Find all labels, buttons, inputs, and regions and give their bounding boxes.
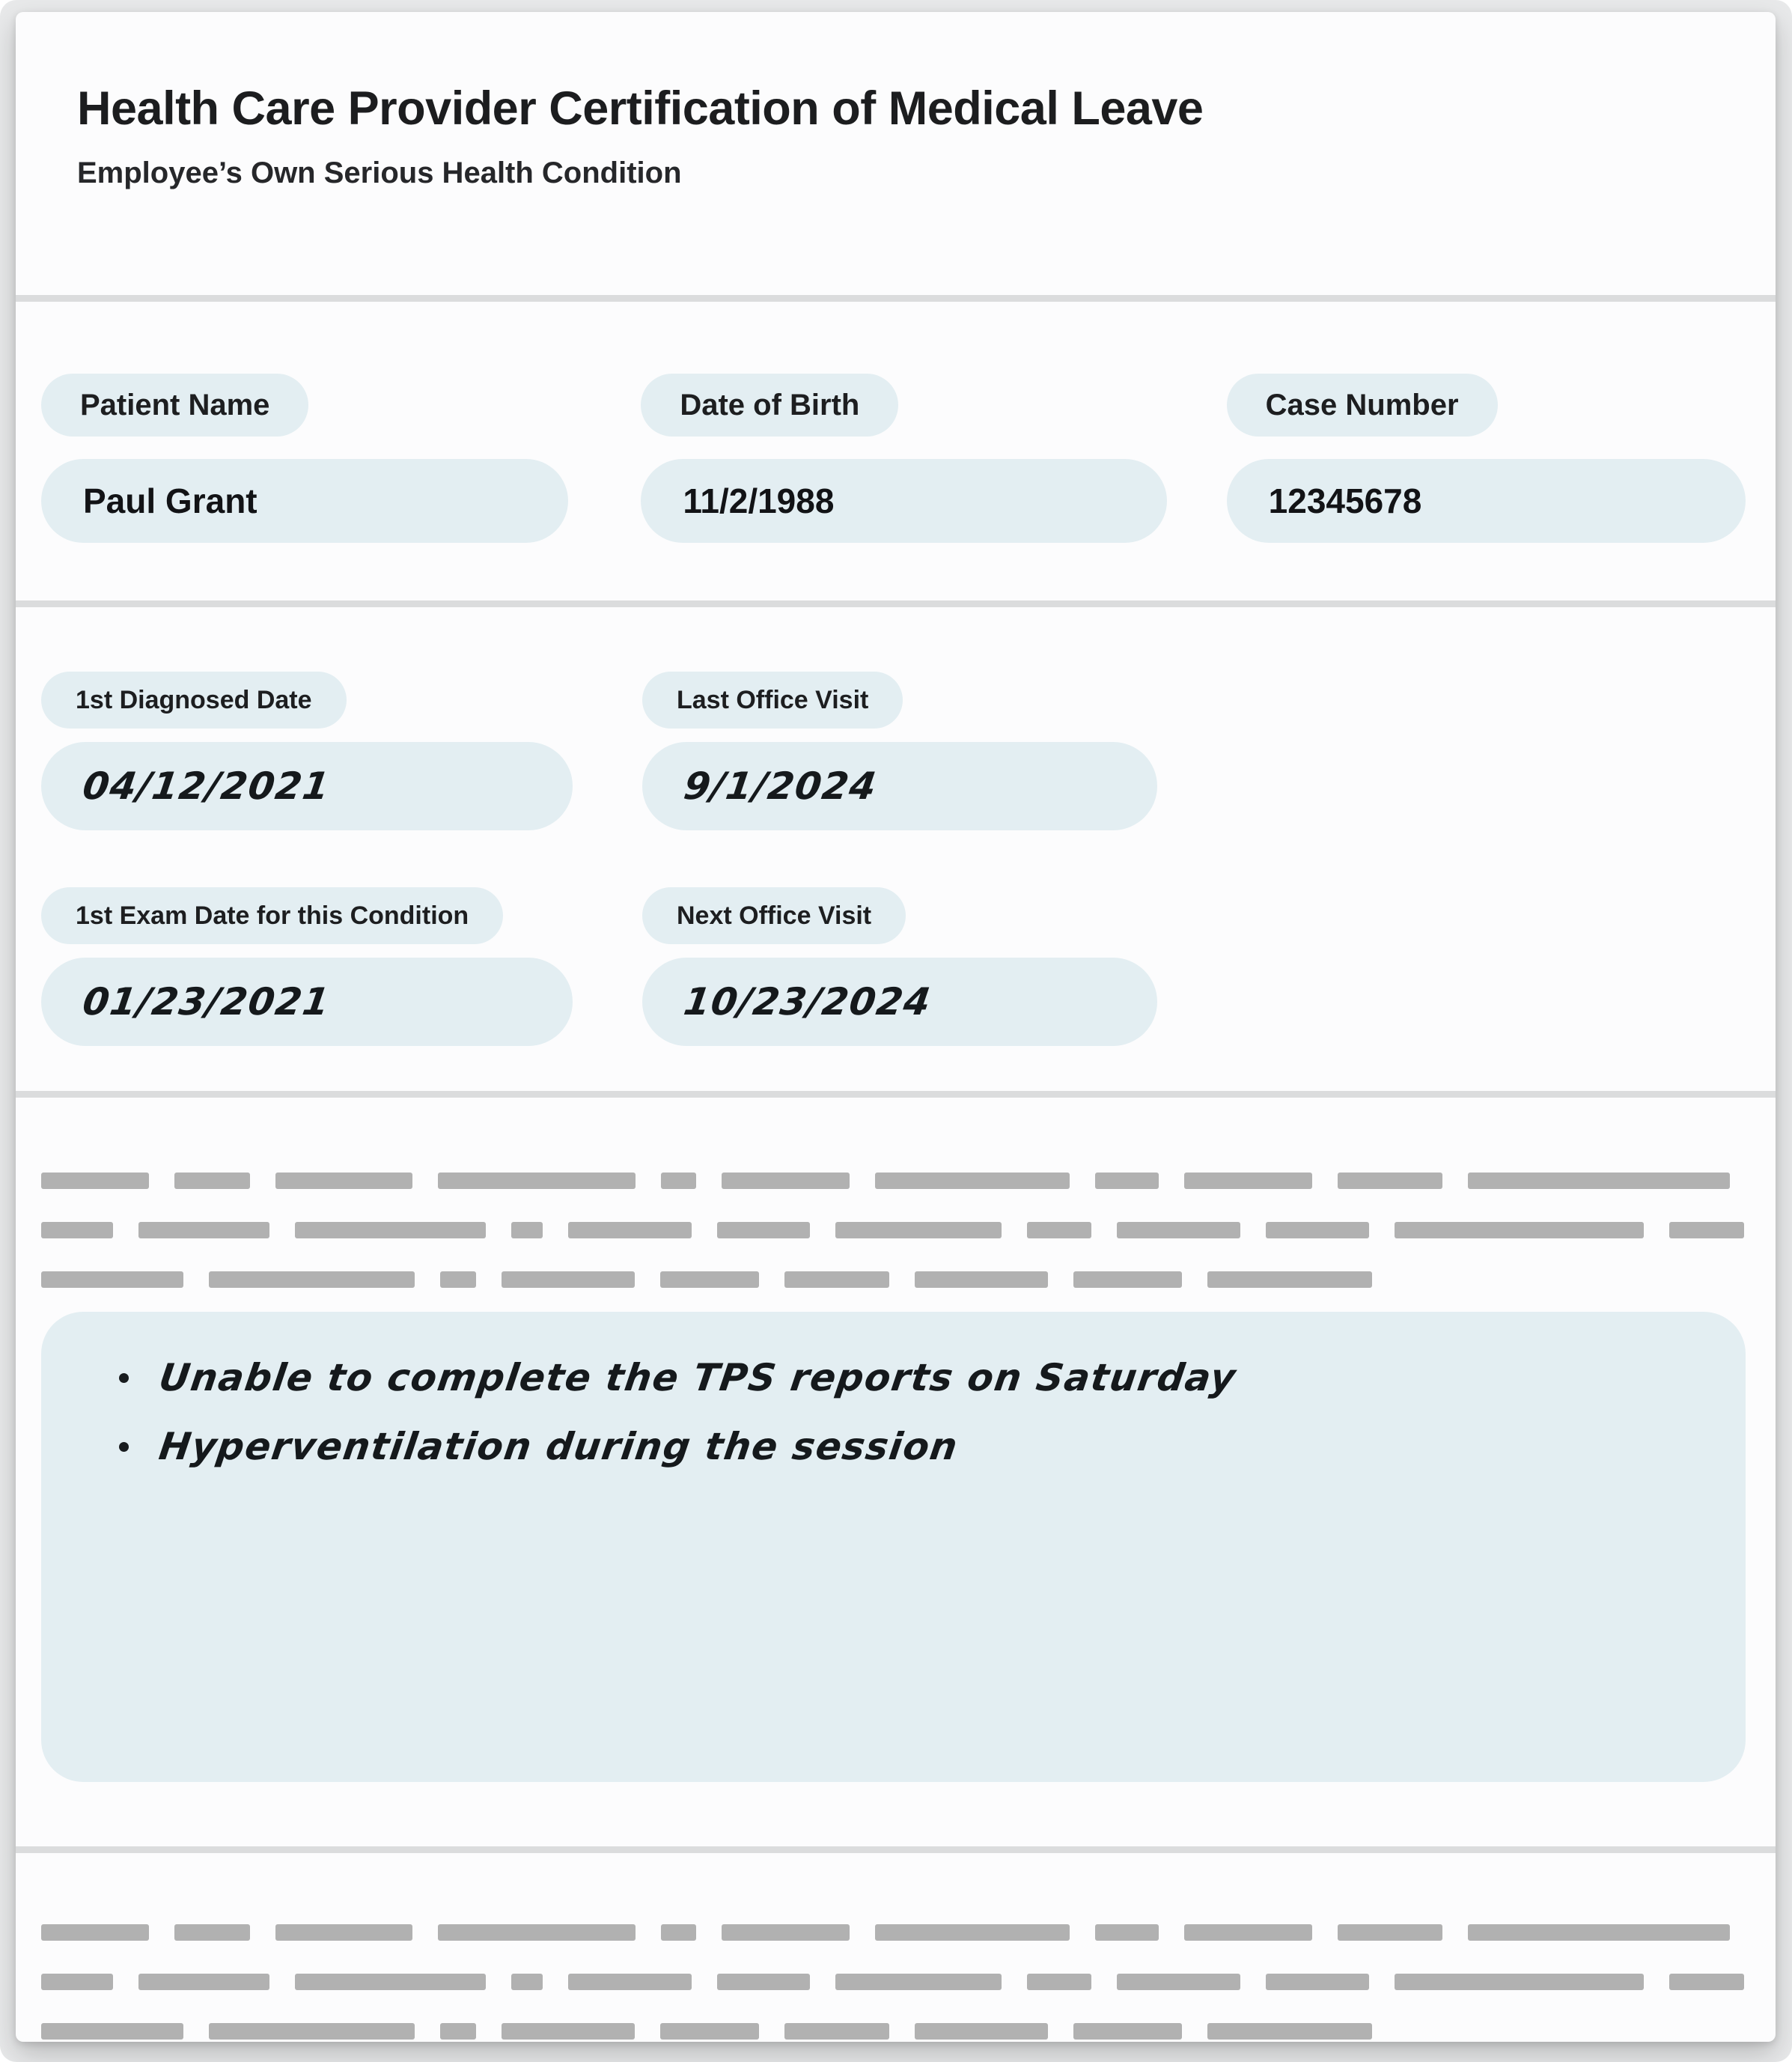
redacted-text-bar [1207, 2023, 1372, 2040]
redacted-text-bar [1073, 2023, 1182, 2040]
redacted-text-bar [209, 2023, 415, 2040]
condition-description-section [16, 1098, 1776, 1846]
date-fields-row [41, 672, 1746, 830]
field-value[interactable] [41, 958, 573, 1046]
redacted-text-bar [784, 1271, 889, 1288]
redacted-text-bar [1184, 1173, 1312, 1189]
redacted-text-row [41, 1974, 1746, 1990]
visit-dates-section [16, 607, 1776, 1091]
redacted-text-row [41, 1173, 1746, 1189]
redacted-text-bar [722, 1924, 850, 1941]
redacted-text-row [41, 1222, 1746, 1238]
redacted-text-bar [174, 1924, 250, 1941]
redacted-text-bar [660, 2023, 759, 2040]
section-divider [16, 1091, 1776, 1098]
section-divider [16, 1846, 1776, 1853]
handwritten-value-text: 9/1/2024 [680, 764, 880, 808]
field-label: Case Number [1227, 374, 1498, 437]
document-subtitle: Employee’s Own Serious Health Condition [77, 156, 682, 189]
redacted-text-bar [174, 1173, 250, 1189]
redacted-text-bar [661, 1173, 696, 1189]
note-bullet-item [116, 1423, 1686, 1471]
redacted-text-bar [1669, 1222, 1744, 1238]
redacted-text-bar [915, 2023, 1048, 2040]
redacted-text-row [41, 1924, 1746, 1941]
document-header [16, 12, 1776, 192]
footer-section [16, 1853, 1776, 2040]
redacted-text-bar [1338, 1173, 1442, 1189]
redacted-text-bar [1338, 1924, 1442, 1941]
redacted-text-bar [275, 1924, 412, 1941]
handwritten-value-text: 04/12/2021 [79, 764, 333, 808]
section-divider [16, 295, 1776, 302]
redacted-text-bar [440, 2023, 476, 2040]
patient-info-section [16, 302, 1776, 600]
redacted-text-bar [1395, 1222, 1644, 1238]
redacted-text-bar [1266, 1974, 1369, 1990]
handwritten-note-text: Unable to complete the TPS reports on Saturday [156, 1356, 1240, 1399]
redacted-text-bar [717, 1974, 810, 1990]
field-1st-diagnosed-date [41, 672, 573, 830]
bullet-dot [119, 1442, 129, 1452]
redacted-text-bar [1027, 1974, 1091, 1990]
redacted-text-bar [1095, 1924, 1159, 1941]
field-date-of-birth [641, 374, 1166, 543]
date-fields-row [41, 887, 1746, 1046]
redacted-text-bar [41, 2023, 183, 2040]
redacted-text-bar [438, 1924, 636, 1941]
redacted-text-bar [1095, 1173, 1159, 1189]
field-label: Next Office Visit [642, 887, 906, 944]
redacted-text-bar [138, 1974, 269, 1990]
redacted-text-bar [41, 1173, 149, 1189]
redacted-text-bar [1395, 1974, 1644, 1990]
redacted-text-bar [1073, 1271, 1182, 1288]
redacted-text-bar [295, 1222, 486, 1238]
symptoms-notes-list [116, 1354, 1686, 1471]
redacted-text-bar [295, 1974, 486, 1990]
redacted-text-bar [1184, 1924, 1312, 1941]
redacted-paragraph [41, 1924, 1746, 2040]
redacted-text-bar [511, 1974, 543, 1990]
redacted-text-bar [875, 1924, 1070, 1941]
redacted-text-bar [41, 1924, 149, 1941]
field-value[interactable] [642, 742, 1157, 830]
field-label: Last Office Visit [642, 672, 903, 729]
redacted-text-bar [1468, 1924, 1730, 1941]
redacted-text-bar [875, 1173, 1070, 1189]
field-value[interactable] [41, 459, 568, 543]
document-card [16, 12, 1776, 2042]
field-value[interactable] [1227, 459, 1746, 543]
value-text: 11/2/1988 [683, 481, 835, 520]
handwritten-value-text: 01/23/2021 [79, 980, 333, 1024]
redacted-text-bar [502, 2023, 635, 2040]
field-last-office-visit [642, 672, 1157, 830]
redacted-text-bar [1468, 1173, 1730, 1189]
redacted-text-bar [41, 1222, 113, 1238]
redacted-text-bar [440, 1271, 476, 1288]
field-label: 1st Exam Date for this Condition [41, 887, 503, 944]
redacted-text-row [41, 1271, 1746, 1288]
field-value[interactable] [641, 459, 1166, 543]
redacted-text-bar [717, 1222, 810, 1238]
note-bullet-item [116, 1354, 1686, 1402]
section-divider [16, 600, 1776, 607]
redacted-text-bar [209, 1271, 415, 1288]
field-label: Date of Birth [641, 374, 898, 437]
redacted-text-bar [915, 1271, 1048, 1288]
redacted-text-bar [138, 1222, 269, 1238]
handwritten-note-text: Hyperventilation during the session [156, 1425, 961, 1468]
redacted-text-bar [1266, 1222, 1369, 1238]
redacted-text-bar [660, 1271, 759, 1288]
redacted-text-bar [41, 1974, 113, 1990]
handwritten-value-text: 10/23/2024 [680, 980, 934, 1024]
redacted-text-bar [1117, 1222, 1240, 1238]
redacted-text-bar [1117, 1974, 1240, 1990]
redacted-text-row [41, 2023, 1746, 2040]
redacted-text-bar [835, 1222, 1002, 1238]
value-text: 12345678 [1268, 481, 1422, 520]
redacted-text-bar [511, 1222, 543, 1238]
field-value[interactable] [642, 958, 1157, 1046]
document-title: Health Care Provider Certification of Medical Leave [77, 82, 1204, 135]
redacted-text-bar [438, 1173, 636, 1189]
redacted-text-bar [784, 2023, 889, 2040]
value-text: Paul Grant [83, 481, 257, 520]
field-1st-exam-date-for-this-condition [41, 887, 573, 1046]
redacted-text-bar [502, 1271, 635, 1288]
symptoms-notes-field[interactable] [41, 1312, 1746, 1782]
redacted-text-bar [722, 1173, 850, 1189]
field-value[interactable] [41, 742, 573, 830]
bullet-dot [119, 1373, 129, 1383]
redacted-text-bar [661, 1924, 696, 1941]
redacted-text-bar [1207, 1271, 1372, 1288]
field-next-office-visit [642, 887, 1157, 1046]
redacted-text-bar [568, 1974, 692, 1990]
field-label: Patient Name [41, 374, 308, 437]
redacted-text-bar [835, 1974, 1002, 1990]
field-patient-name [41, 374, 568, 543]
redacted-text-bar [568, 1222, 692, 1238]
redacted-text-bar [1669, 1974, 1744, 1990]
redacted-text-bar [41, 1271, 183, 1288]
field-case-number [1227, 374, 1746, 543]
redacted-text-bar [275, 1173, 412, 1189]
redacted-text-bar [1027, 1222, 1091, 1238]
redacted-paragraph [41, 1173, 1746, 1288]
field-label: 1st Diagnosed Date [41, 672, 347, 729]
